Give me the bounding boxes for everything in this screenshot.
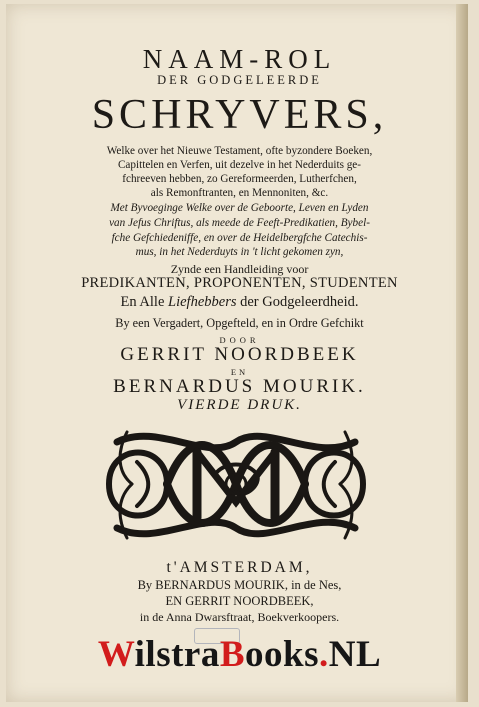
italic-line: Met Byvoeginge Welke over de Geboorte, Leven en Lyden (110, 202, 369, 214)
guide-line-3-post: der Godgeleerdheid. (236, 294, 359, 310)
watermark-b: B (219, 634, 246, 675)
watermark-ilstra: ilstra (134, 634, 220, 675)
watermark-nl: NL (328, 634, 382, 675)
watermark-dot: . (319, 634, 329, 675)
imprint-line-3: EN GERRIT NOORDBEEK, (165, 594, 314, 608)
door-label: DOOR (219, 335, 260, 345)
body-line: Capittelen en Verfen, uit dezelve in het Nederduits ge- (117, 159, 362, 171)
body-line: fchreeven hebben, zo Gereformeerden, Lutherfchen, (122, 173, 357, 185)
guide-line-3-italic: Liefhebbers (168, 294, 237, 310)
guide-line-3 (0, 294, 479, 311)
italic-line: mus, in het Nederduyts in 't licht gekomen zyn, (135, 246, 344, 258)
monogram-ornament-icon (97, 422, 375, 548)
watermark (0, 633, 479, 676)
watermark-w: W (97, 634, 135, 675)
imprint-city: t'AMSTERDAM, (166, 559, 313, 576)
body-line: Welke over het Nieuwe Testament, ofte byzondere Boeken, (106, 145, 373, 157)
author-1: GERRIT NOORDBEEK (120, 344, 359, 365)
author-2: BERNARDUS MOURIK. (113, 376, 366, 397)
en-label: EN (230, 367, 249, 377)
watermark-ooks: ooks (245, 634, 320, 675)
title-line-1: NAAM-ROL (142, 44, 337, 74)
guide-line-4: By een Vergadert, Opgefteld, en in Ordre Gefchikt (115, 316, 364, 330)
italic-line: van Jefus Chriftus, als meede de Feeft-Predikatien, Bybel- (109, 217, 370, 229)
italic-line: fche Gefchiedeniffe, en over de Heidelbergfche Catechis- (111, 232, 368, 244)
guide-line-1: Zynde een Handleiding voor (170, 262, 309, 276)
body-line: als Remonftranten, en Mennoniten, &c. (150, 187, 329, 199)
title-line-2: DER GODGELEERDE (157, 73, 322, 87)
imprint-line-2: By BERNARDUS MOURIK, in de Nes, (137, 578, 342, 592)
guide-line-2: PREDIKANTEN, PROPONENTEN, STUDENTEN (81, 275, 398, 291)
imprint-line-4: in de Anna Dwarsftraat, Boekverkoopers. (139, 610, 340, 624)
guide-line-3-pre: En Alle (120, 294, 169, 310)
title-line-3: SCHRYVERS, (91, 92, 388, 138)
edition: VIERDE DRUK. (177, 397, 302, 413)
